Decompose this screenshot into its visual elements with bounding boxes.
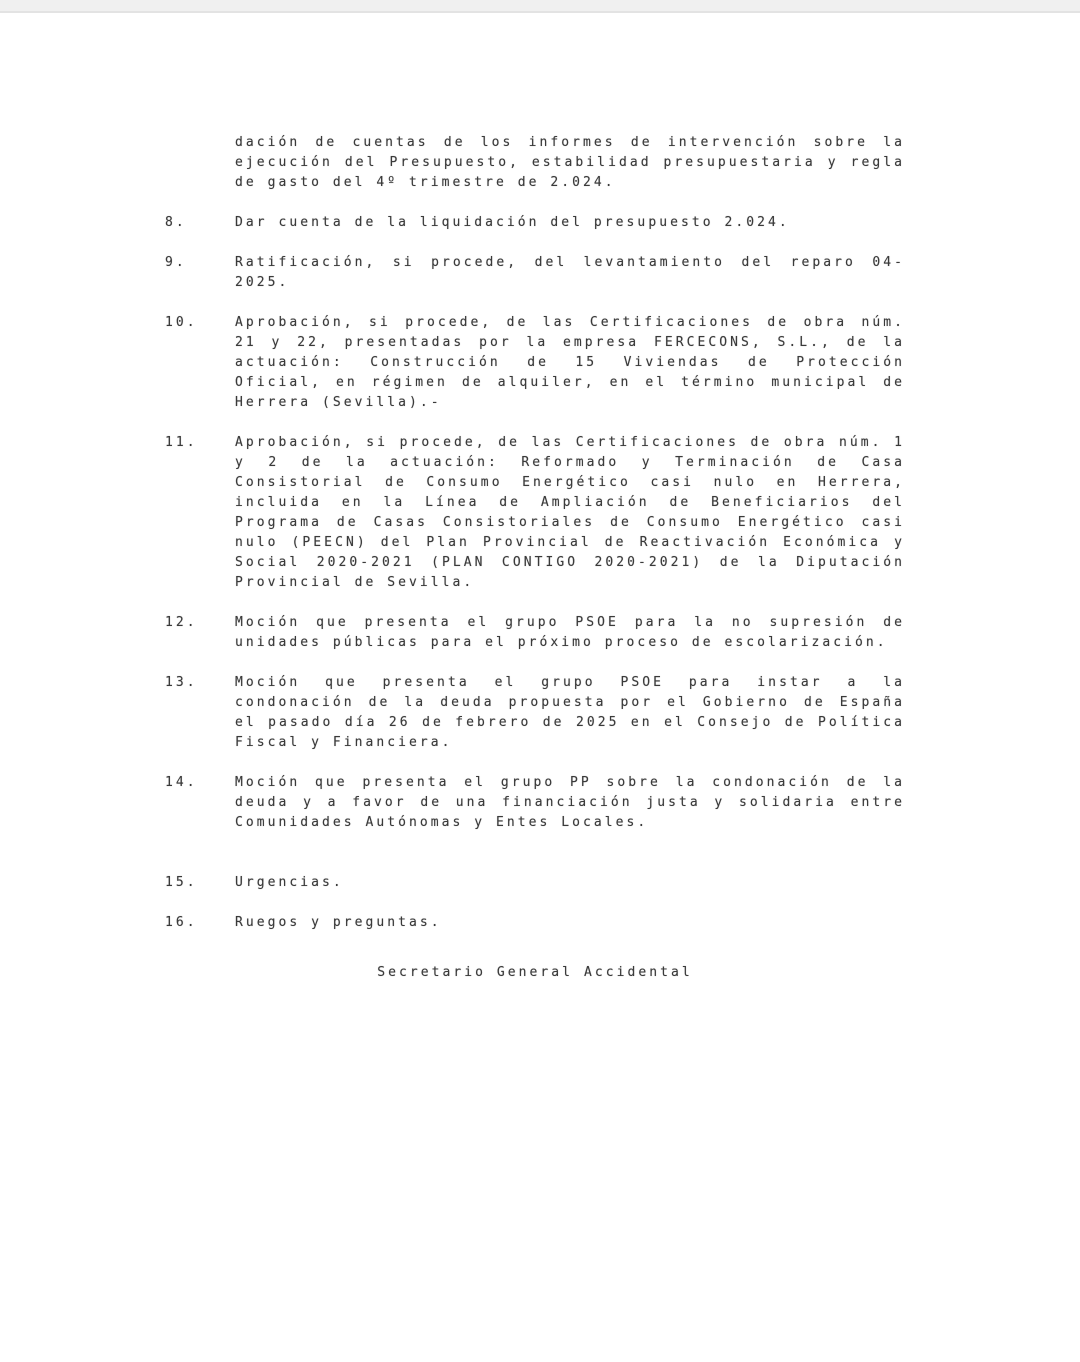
- agenda-item: [165, 613, 905, 653]
- item-number: 10.: [165, 315, 198, 330]
- item-number: 11.: [165, 435, 198, 450]
- agenda-item: [165, 253, 905, 293]
- item-text: [235, 873, 905, 893]
- item-text: [235, 613, 905, 653]
- item-text: [235, 253, 905, 293]
- item-line: 21 y 22, presentadas por la empresa FERCECONS, S.L., de la: [235, 335, 905, 350]
- agenda-item: [165, 213, 905, 233]
- item-line: actuación: Construcción de 15 Viviendas de Protección: [235, 355, 905, 370]
- item-line: nulo (PEECN) del Plan Provincial de Reactivación Económica y: [235, 535, 905, 550]
- item-line: Moción que presenta el grupo PP sobre la condonación de la: [235, 775, 905, 790]
- item-line: Urgencias.: [235, 875, 344, 890]
- item-line: Programa de Casas Consistoriales de Consumo Energético casi: [235, 515, 905, 530]
- item-line: Oficial, en régimen de alquiler, en el término municipal de: [235, 375, 905, 390]
- item-line: el pasado día 26 de febrero de 2025 en el Consejo de Política: [235, 715, 905, 730]
- agenda-item: [165, 433, 905, 593]
- item-number: 13.: [165, 675, 198, 690]
- item-line: deuda y a favor de una financiación justa y solidaria entre: [235, 795, 905, 810]
- item-line: Provincial de Sevilla.: [235, 575, 475, 590]
- item-line: Moción que presenta el grupo PSOE para instar a la: [235, 675, 905, 690]
- item-line: Herrera (Sevilla).-: [235, 395, 442, 410]
- item-line: Aprobación, si procede, de las Certificaciones de obra núm. 1: [235, 435, 905, 450]
- item-line: de gasto del 4º trimestre de 2.024.: [235, 175, 616, 190]
- item-number: [165, 133, 235, 193]
- item-line: 2025.: [235, 275, 290, 290]
- item-line: Social 2020-2021 (PLAN CONTIGO 2020-2021) de la Diputación: [235, 555, 905, 570]
- item-text: [235, 913, 905, 933]
- item-number: 15.: [165, 875, 198, 890]
- item-number: 8.: [165, 215, 187, 230]
- signature-line: Secretario General Accidental: [377, 965, 693, 980]
- item-line: y 2 de la actuación: Reformado y Terminación de Casa: [235, 455, 905, 470]
- item-line: Aprobación, si procede, de las Certificaciones de obra núm.: [235, 315, 905, 330]
- item-line: unidades públicas para el próximo proceso de escolarización.: [235, 635, 888, 650]
- item-line: Consistorial de Consumo Energético casi nulo en Herrera,: [235, 475, 905, 490]
- item-number: 12.: [165, 615, 198, 630]
- item-line: Comunidades Autónomas y Entes Locales.: [235, 815, 649, 830]
- item-text: [235, 433, 905, 593]
- item-line: dación de cuentas de los informes de intervención sobre la: [235, 135, 905, 150]
- item-number: 14.: [165, 775, 198, 790]
- agenda-item: [165, 313, 905, 413]
- item-number: 9.: [165, 255, 187, 270]
- item-line: Ruegos y preguntas.: [235, 915, 442, 930]
- item-line: Ratificación, si procede, del levantamiento del reparo 04-: [235, 255, 905, 270]
- item-text: [235, 313, 905, 413]
- item-number: 16.: [165, 915, 198, 930]
- agenda-item: [165, 773, 905, 833]
- agenda-item: [165, 913, 905, 933]
- agenda-item: [165, 673, 905, 753]
- page-top-strip: [0, 0, 1080, 13]
- item-text: [235, 673, 905, 753]
- item-text: [235, 773, 905, 833]
- agenda-item: [165, 133, 905, 193]
- item-line: condonación de la deuda propuesta por el Gobierno de España: [235, 695, 905, 710]
- agenda-list: [165, 133, 905, 933]
- agenda-item: [165, 873, 905, 893]
- agenda-document: [165, 133, 905, 983]
- item-line: Dar cuenta de la liquidación del presupuesto 2.024.: [235, 215, 790, 230]
- item-text: [235, 133, 905, 193]
- item-line: Moción que presenta el grupo PSOE para la no supresión de: [235, 615, 905, 630]
- item-line: Fiscal y Financiera.: [235, 735, 453, 750]
- item-line: ejecución del Presupuesto, estabilidad presupuestaria y regla: [235, 155, 905, 170]
- item-line: incluida en la Línea de Ampliación de Beneficiarios del: [235, 495, 905, 510]
- item-text: [235, 213, 905, 233]
